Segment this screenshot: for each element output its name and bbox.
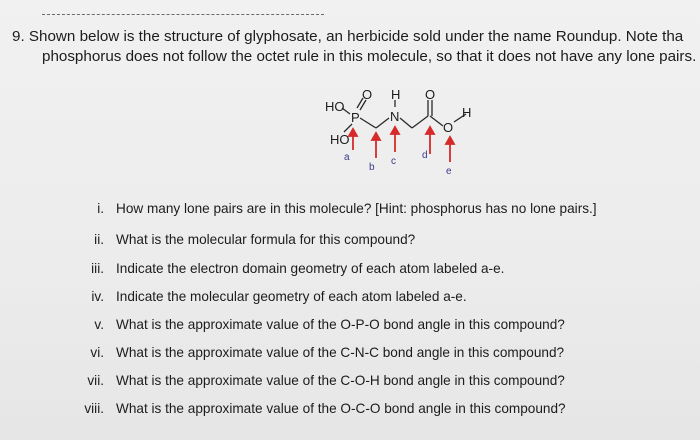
red-arrows: [349, 127, 454, 162]
structure-diagram: [300, 88, 500, 198]
bond-c-o: [430, 116, 443, 126]
label-n-amine: N: [390, 109, 400, 124]
label-h-acid: H: [462, 105, 472, 120]
subquestion-number: vi.: [90, 345, 104, 360]
arrow-label-e: e: [446, 166, 452, 177]
glyphosate-structure: [300, 88, 500, 198]
subquestion-text: Indicate the molecular geometry of each atom labeled a-e.: [116, 289, 467, 304]
question-text-line1: Shown below is the structure of glyphosate, an herbicide sold under the name Roundup. Note tha: [28, 28, 684, 45]
bond-n-c: [400, 118, 412, 128]
subquestion-text: Indicate the electron domain geometry of each atom labeled a-e.: [116, 261, 505, 276]
label-phosphorus: P: [351, 110, 360, 125]
bond-p-ho: [344, 124, 352, 132]
arrow-d-head: [426, 127, 434, 134]
subquestion-text: How many lone pairs are in this molecule? [Hint: phosphorus has no lone pairs.]: [116, 201, 597, 216]
label-o-phosphoryl: O: [362, 88, 373, 102]
subquestion-number: v.: [94, 317, 104, 332]
question-text-line2: phosphorus does not follow the octet rule in this molecule, so that it does not have any lone pairs.: [42, 48, 697, 65]
subquestion-number: vii.: [87, 373, 104, 388]
subquestion-number: iv.: [91, 289, 104, 304]
arrow-label-c: c: [391, 156, 396, 167]
subquestion-text: What is the approximate value of the O-C-O bond angle in this compound?: [116, 401, 566, 416]
arrow-label-b: b: [369, 162, 375, 173]
bond-p-c: [360, 118, 376, 128]
subquestion-text: What is the approximate value of the C-N-C bond angle in this compound?: [116, 345, 565, 360]
arrow-c-head: [391, 127, 399, 134]
subquestion-text: What is the approximate value of the O-P-O bond angle in this compound?: [116, 317, 565, 332]
arrow-letters: [344, 150, 452, 177]
subquestion-number: iii.: [91, 261, 104, 276]
arrow-e-head: [446, 137, 454, 144]
arrow-a-head: [349, 129, 357, 136]
subquestion-number: viii.: [84, 401, 104, 416]
bond-c-n: [376, 118, 389, 128]
label-o-carbonyl: O: [425, 88, 436, 102]
arrow-label-d: d: [422, 150, 428, 161]
label-o-ester: O: [443, 120, 454, 135]
subquestion-number: i.: [97, 201, 104, 216]
label-h-amine: H: [391, 88, 401, 102]
subquestion-number: ii.: [94, 232, 104, 247]
question-9: [12, 27, 700, 67]
question-number: 9.: [12, 28, 25, 45]
arrow-b-head: [372, 133, 380, 140]
label-ho-top: HO: [325, 99, 345, 114]
arrow-label-a: a: [344, 152, 350, 163]
bond-c-c: [412, 116, 428, 128]
dashed-separator: [42, 14, 324, 15]
label-ho-bottom: HO: [330, 132, 350, 147]
subquestion-text: What is the approximate value of the C-O-H bond angle in this compound?: [116, 373, 565, 388]
subquestion-text: What is the molecular formula for this compound?: [116, 232, 416, 247]
